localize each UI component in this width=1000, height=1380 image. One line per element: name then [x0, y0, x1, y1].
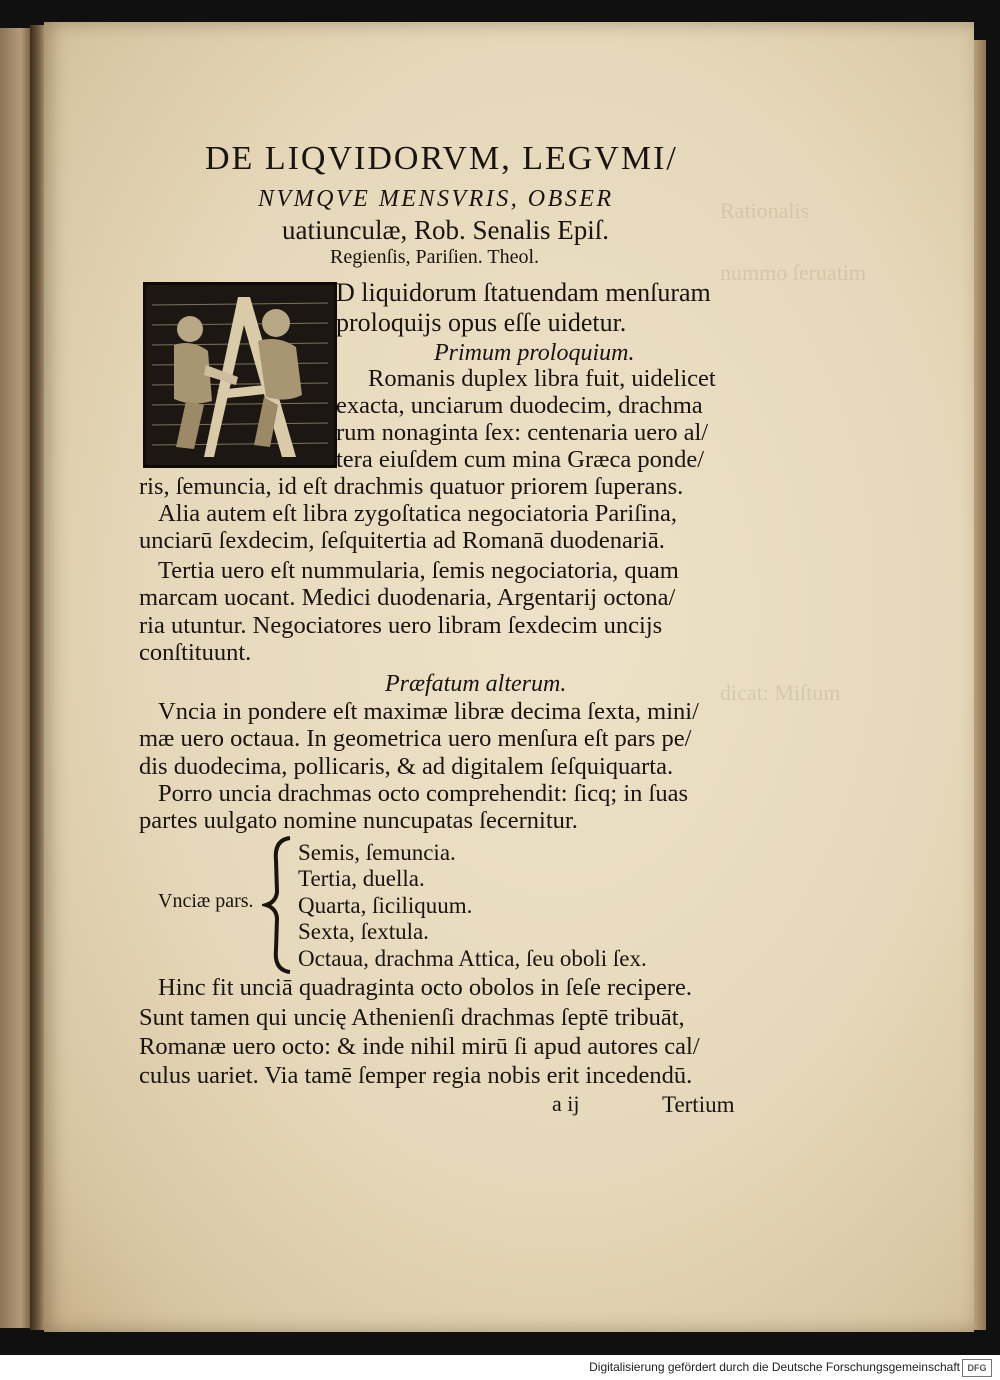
text-line: Tertia uero eſt nummularia, ſemis negociatoria, quam	[158, 557, 679, 584]
page-fore-edge	[974, 40, 986, 1330]
table-item: Semis, ſemuncia.	[298, 840, 456, 865]
show-through: nummo ſeruatim	[720, 260, 867, 285]
subheading: Præfatum alterum.	[385, 671, 567, 697]
text-line: marcam uocant. Medici duodenaria, Argentarij octona/	[139, 584, 676, 611]
subheading: Primum proloquium.	[434, 340, 635, 366]
text-line: Vncia in pondere eſt maximæ libræ decima ſexta, mini/	[158, 698, 699, 725]
table-item: Octaua, drachma Attica, ſeu oboli ſex.	[298, 946, 647, 971]
text-line: Romanis duplex libra fuit, uidelicet	[368, 365, 716, 392]
text-line: conſtituunt.	[139, 639, 252, 666]
curly-brace-icon	[262, 836, 294, 974]
text-line: ria utuntur. Negociatores uero libram ſexdecim uncijs	[139, 612, 663, 639]
text-line: Romanæ uero octo: & inde nihil mirū ſi apud autores cal/	[139, 1033, 700, 1060]
facing-page-edge	[0, 28, 30, 1328]
woodcut-initial-a	[143, 282, 337, 468]
text-line: exacta, unciarum duodecim, drachma	[336, 392, 703, 419]
text-line: Porro uncia drachmas octo comprehendit: ſicq; in ſuas	[158, 780, 689, 807]
text-line: Alia autem eſt libra zygoſtatica negociatoria Pariſina,	[158, 500, 678, 527]
table-label: Vnciæ pars.	[158, 890, 254, 912]
text-line: dis duodecima, pollicaris, & ad digitalem ſeſquiquarta.	[139, 753, 674, 780]
text-line: Sunt tamen qui uncię Athenienſi drachmas ſeptē tribuāt,	[139, 1004, 685, 1031]
text-line: culus uariet. Via tamē ſemper regia nobis erit incedendū.	[139, 1062, 693, 1089]
funding-notice: Digitalisierung gefördert durch die Deutsche Forschungsgemeinschaft	[589, 1360, 960, 1374]
show-through: dicat: Miſtum	[720, 680, 841, 705]
book-gutter	[30, 25, 44, 1330]
table-item: Quarta, ſiciliquum.	[298, 893, 473, 918]
title-line-1: DE LIQVIDORVM, LEGVMI/	[205, 140, 678, 177]
text-line: proloquijs opus eſſe uidetur.	[336, 308, 627, 337]
title-line-4: Regienſis, Pariſien. Theol.	[330, 246, 540, 268]
text-line: partes uulgato nomine nuncupatas ſecernitur.	[139, 807, 578, 834]
dfg-logo-icon: DFG	[962, 1359, 992, 1377]
woodcut-illustration-icon	[146, 285, 334, 465]
show-through: Rationalis	[720, 198, 810, 223]
text-line: Hinc fit unciā quadraginta octo obolos in ſeſe recipere.	[158, 974, 693, 1001]
catchword: Tertium	[662, 1092, 735, 1117]
table-item: Tertia, duella.	[298, 866, 425, 891]
footer-bar	[0, 1355, 1000, 1380]
table-item: Sexta, ſextula.	[298, 919, 429, 944]
text-line: tera eiuſdem cum mina Græca ponde/	[336, 446, 705, 473]
signature-mark: a ij	[552, 1091, 580, 1116]
title-line-2: NVMQVE MENSVRIS, OBSER	[258, 186, 614, 212]
text-line: unciarū ſexdecim, ſeſquitertia ad Romanā duodenariā.	[139, 527, 665, 554]
text-line: D liquidorum ſtatuendam menſuram	[336, 278, 711, 307]
text-line: rum nonaginta ſex: centenaria uero al/	[336, 419, 709, 446]
text-line: mæ uero octaua. In geometrica uero menſura eſt pars pe/	[139, 725, 692, 752]
title-line-3: uatiunculæ, Rob. Senalis Epiſ.	[282, 215, 609, 245]
text-line: ris, ſemuncia, id eſt drachmis quatuor priorem ſuperans.	[139, 473, 684, 500]
